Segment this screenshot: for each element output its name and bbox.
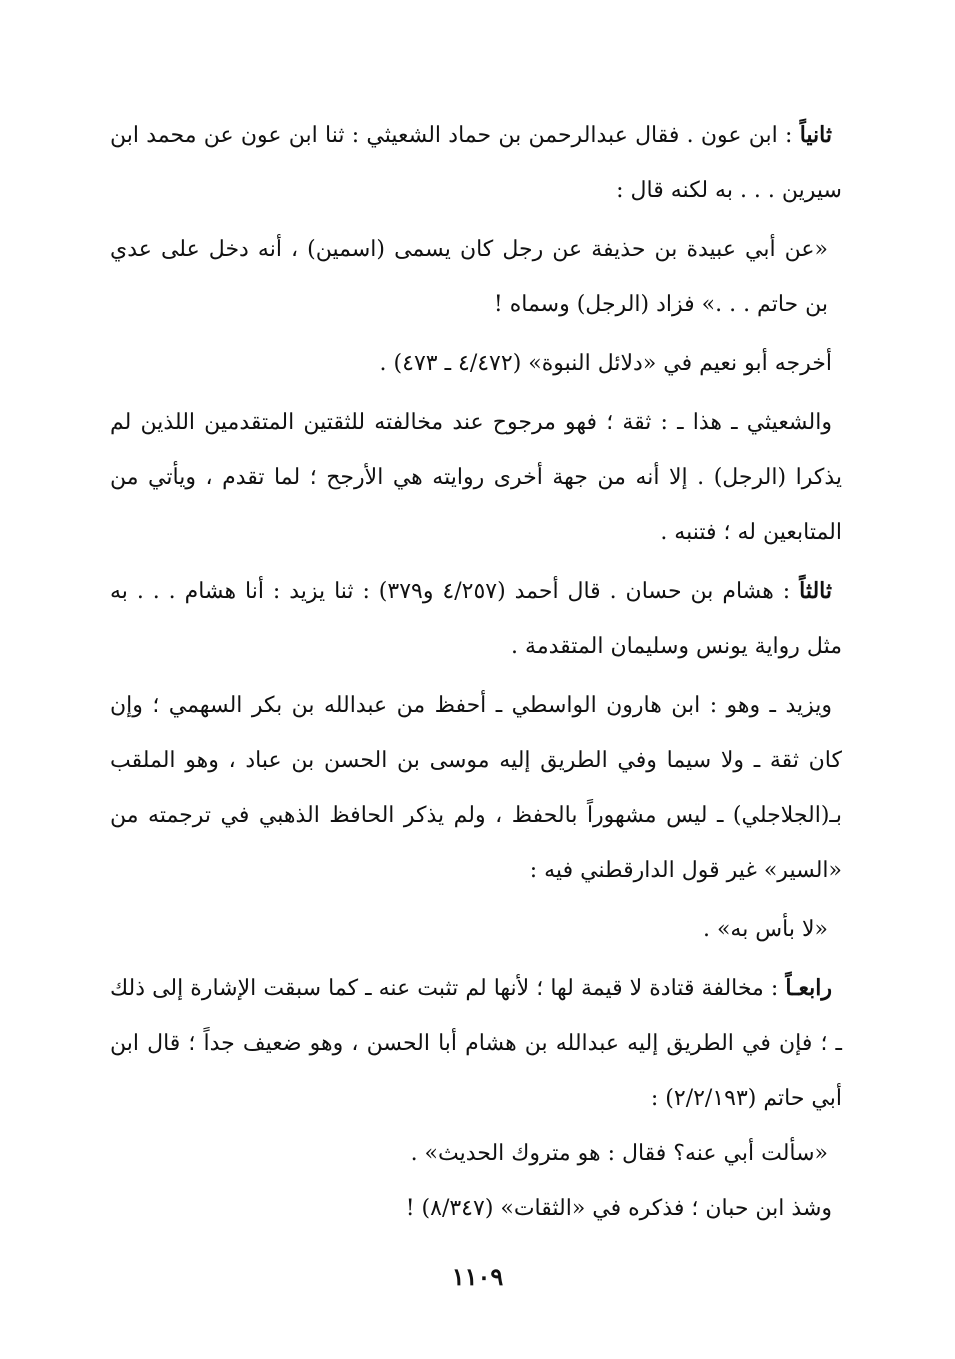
paragraph-text: «لا بأس به» . — [702, 917, 828, 942]
paragraph-text: «عن أبي عبيدة بن حذيفة عن رجل كان يسمى (اسمين) ، أنه دخل على عدي بن حاتم . . .» فزاد (الرجل) وسماه ! — [110, 237, 828, 317]
page-body — [110, 108, 842, 1236]
paragraph-text: : مخالفة قتادة لا قيمة لها ؛ لأنها لم تثبت عنه ـ كما سبقت الإشارة إلى ذلك ـ ؛ فإن في الطريق إليه عبدالله بن هشام أبا الحسن ، وهو ضعيف جداً ؛ قال ابن أبي حاتم (٢/٢/١٩٣) : — [110, 976, 842, 1111]
paragraph-text: وشذ ابن حبان ؛ فذكره في «الثقات» (٨/٣٤٧) ! — [405, 1196, 832, 1221]
paragraph-third-narration — [110, 564, 842, 674]
paragraph-text: «سألت أبي عنه؟ فقال : هو متروك الحديث» . — [410, 1141, 828, 1166]
quoted-text-abu-ubayda — [110, 222, 842, 332]
paragraph-fourth-narration — [110, 961, 842, 1126]
paragraph-text: أخرجه أبو نعيم في «دلائل النبوة» (٤/٤٧٢ ـ ٤٧٣) . — [379, 351, 832, 376]
paragraph-ibn-hibban — [110, 1181, 842, 1236]
quoted-text-la-bas — [110, 902, 842, 957]
section-lead-fourth: رابعـاً — [785, 975, 832, 1001]
section-lead-second: ثانياً — [799, 122, 832, 148]
paragraph-text: والشعيثي ـ هذا ـ : ثقة ؛ فهو مرجوح عند مخالفته للثقتين المتقدمين اللذين لم يذكرا (الرجل) . إلا أنه من جهة أخرى روايته هي الأرجح ؛ لما تقدم ، ويأتي من المتابعين له ؛ فتنبه . — [110, 410, 842, 545]
quoted-text-abi-hatim — [110, 1126, 842, 1181]
paragraph-text: : ابن عون . فقال عبدالرحمن بن حماد الشعيثي : ثنا ابن عون عن محمد ابن سيرين . . . به لكنه قال : — [110, 123, 842, 203]
page-number: ١١٠٩ — [451, 1262, 504, 1291]
paragraph-text: ويزيد ـ وهو : ابن هارون الواسطي ـ أحفظ من عبدالله بن بكر السهمي ؛ وإن كان ثقة ـ ولا سيما وفي الطريق إليه موسى بن الحسن بن عباد ، وهو الملقب بـ(الجلاجلي) ـ ليس مشهوراً بالحفظ ، ولم يذكر الحافظ الذهبي في ترجمته من «السير» غير قول الدارقطني فيه : — [110, 693, 842, 883]
paragraph-shuaythi-note — [110, 395, 842, 560]
paragraph-yazid-note — [110, 678, 842, 898]
paragraph-text: : هشام بن حسان . قال أحمد (٤/٢٥٧ و٣٧٩) : ثنا يزيد : أنا هشام . . . به مثل رواية يونس وسليمان المتقدمة . — [110, 579, 842, 659]
paragraph-takhrij-abu-nuaym — [110, 336, 842, 391]
section-lead-third: ثالثاً — [799, 578, 833, 604]
paragraph-second-narration — [110, 108, 842, 218]
